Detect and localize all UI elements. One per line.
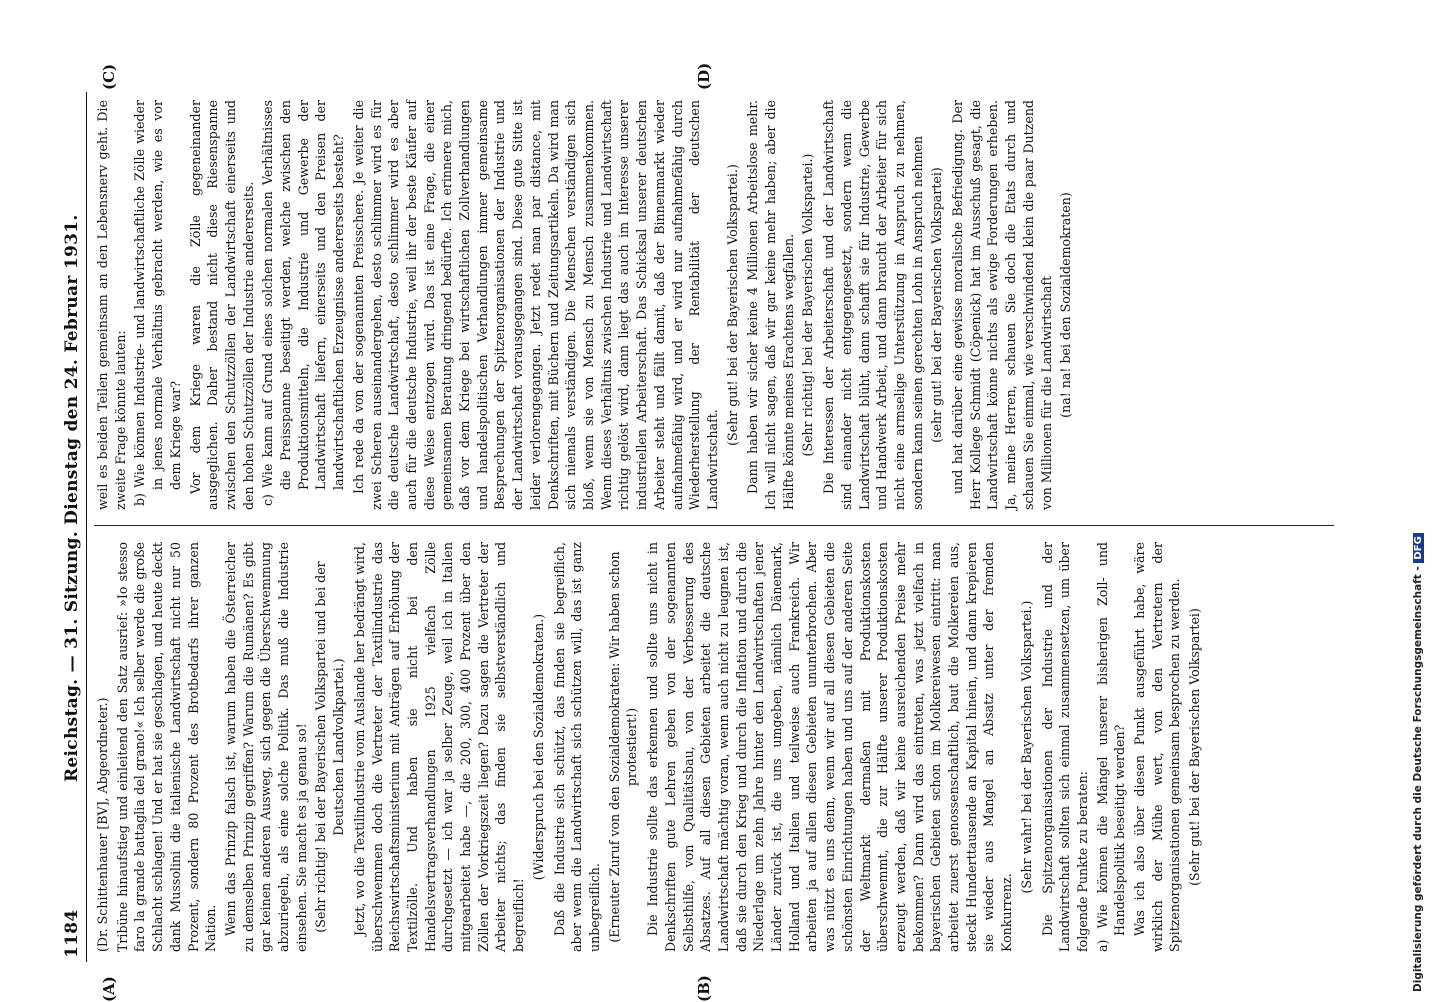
interjection: (Sehr richtig! bei der Bayerischen Volkspartei.) — [800, 153, 816, 457]
page-title: Reichstag. — 31. Sitzung. Dienstag den 24. Februar 1931. — [62, 214, 82, 782]
interjection: (Erneuter Zuruf von den Sozialdemokraten: Wir haben schon protestiert!) — [606, 551, 640, 943]
left-column — [94, 542, 1344, 952]
interjection: (sehr gut! bei der Bayerischen Volkspartei) — [929, 167, 945, 443]
paragraph: und hat darüber eine gewisse moralische Befriedigung. Der Herr Kollege Schmidt (Cöpenick) hat im Ausschuß gesagt, die Landwirtschaft könne nichts als ewige Forderungen erheben. Ja, meine Herren, schauen Sie doch die Etats durch und schauen Sie einmal, wie verschwindend klein die paar Dutzend von Millionen für die Landwirtschaft — [950, 100, 1054, 510]
interjection: (Sehr wahr! bei der Bayerischen Volkspartei.) — [1018, 600, 1034, 894]
paragraph: Die Interessen der Arbeiterschaft und der Landwirtschaft sind einander nicht entgegengesetzt, sondern wenn die Landwirtschaft blüht, dann schafft sie für Industrie, Gewerbe und Handwerk Arbeit, und dann braucht der Arbeiter für sich nicht eine armselige Unterstützung in Anspruch zu nehmen, sondern kann seinen gerechten Lohn in Anspruch nehmen — [821, 100, 925, 510]
paragraph: Vor dem Kriege waren die Zölle gegeneinander ausgeglichen. Daher bestand nicht diese Riesenspanne zwischen den Schutzzöllen der Landwirtschaft einerseits und den hohen Schutzzöllen der Industrie andererseits. — [187, 100, 256, 510]
paragraph: Tribüne hinaufstieg und einleitend den Satz ausrief: »Io stesso faro la grande battaglia del grano!« Ich selber werde die große Schlacht schlagen! Und er hat sie geschlagen, und heute deckt dank Mussolini die italienische Landwirtschaft nicht nur 50 Prozent, sondern 80 Prozent des Brotbedarfs ihrer ganzen Nation. — [114, 542, 219, 952]
paragraph: Was ich also über diesen Punkt ausgeführt habe, wäre wirklich der Mühe wert, von den Vertretern der Spitzenorganisationen gemeinsam besprochen zu werden. — [1132, 542, 1183, 952]
paragraph: weil es beiden Teilen gemeinsam an den Lebensnerv geht. Die zweite Frage könnte lauten: — [95, 100, 128, 510]
margin-mark-b: (B) — [695, 975, 713, 1002]
paragraph: (Dr. Schittenhauer [BV], Abgeordneter.) — [95, 697, 110, 952]
digitization-text: Digitalisierung gefördert durch die Deutsche Forschungsgemeinschaft - — [1412, 566, 1424, 992]
paragraph: Daß die Industrie sich schützt, das finden sie begreiflich, aber wenn die Landwirtschaft sich schützen will, das ist ganz unbegreiflich. — [551, 542, 602, 952]
list-item: a) Wie können die Mängel unserer bisherigen Zoll- und Handelspolitik beseitigt werden? — [1094, 542, 1128, 952]
list-item: c) Wie kann auf Grund eines solchen normalen Verhältnisses die Preisspanne beseitigt werden, welche zwischen den Produktionsmitteln, die Industrie und Gewerbe der Landwirtschaft liefern, einerseits und den Preisen der landwirtschaftlichen Erzeugnisse andererseits besteht? — [260, 100, 347, 506]
paragraph: Wenn das Prinzip falsch ist, warum haben die Österreicher zu demselben Prinzip gegriffen? Warum die Rumänen? Es gibt gar keinen anderen Ausweg, sich gegen die Überschwemmung abzuriegeln, als eine solche Politik. Das muß die Industrie einsehen. Sie macht es ja genau so! — [222, 542, 309, 952]
digitization-note — [1412, 12, 1424, 992]
margin-mark-a: (A) — [100, 976, 118, 1002]
interjection: (Sehr richtig! bei der Bayerischen Volkspartei und bei der Deutschen Landvolkpartei.) — [313, 561, 347, 933]
paragraph: Die Industrie sollte das erkennen und sollte uns nicht in Denkschriften gute Lehren geben von der sogenannten Selbsthilfe, von Qualitätsbau, von der Verbesserung des Absatzes. Auf all diesen Gebieten arbeitet die deutsche Landwirtschaft mächtig voran, wenn auch nicht zu leugnen ist, daß sie durch den Krieg und durch die Inflation und durch die Niederlage um zehn Jahre hinter den Landwirtschaften jener Länder zurück ist, die uns umgeben, nämlich Dänemark, Holland und Italien und teilweise auch Frankreich. Wir arbeiten ja auf allen diesen Gebieten ununterbrochen. Aber was nützt es uns denn, wenn wir auf all diesen Gebieten die schönsten Einrichtungen haben und uns auf der anderen Seite der Weltmarkt dermaßen mit Produktionskosten überschwemmt, die zur Hälfte unserer Produktionskosten erzeugt werden, daß wir keine ausreichenden Preise mehr bekommen? Dann wird das eintreten, was jetzt vielfach in bayerischen Gebieten schon im Molkereiwesen eintritt: man arbeitet zuerst genossenschaftlich, baut die Molkereien aus, steckt Hunderttausende an Kapital hinein, und dann krepieren sie wieder aus Mangel an Absatz unter der fremden Konkurrenz. — [645, 542, 1015, 952]
interjection: (Sehr gut! bei der Bayerischen Volkspartei) — [1187, 608, 1203, 886]
rotated-page — [60, 62, 1380, 1002]
right-column — [94, 100, 1344, 510]
page-header — [60, 92, 86, 962]
interjection: (Sehr gut! bei der Bayerischen Volkspartei.) — [724, 164, 740, 446]
column-divider — [94, 525, 1334, 526]
paragraph: Die Spitzenorganisationen der Industrie und der Landwirtschaft sollten sich einmal zusammensetzen, um über folgende Punkte zu beraten: — [1039, 542, 1090, 952]
paragraph: Ich rede da von der sogenannten Preisschere. Je weiter die zwei Scheren auseinandergehen, desto schlimmer wird es für die deutsche Landwirtschaft, desto schlimmer wird es aber auch für die deutsche Industrie, weil ihr der beste Käufer auf diese Weise entzogen wird. Das ist eine Frage, die einer gemeinsamen Beratung dringend bedürfte. Ich erinnere mich, daß vor dem Kriege bei wirtschaftlichen Zollverhandlungen und handelspolitischen Verhandlungen immer gemeinsame Besprechungen der Spitzenorganisationen der Industrie und der Landwirtschaft vorausgegangen sind. Diese gute Sitte ist leider verlorengegangen. Jetzt redet man par distance, mit Denkschriften, mit Büchern und Zeitungsartikeln. Da wird man sich niemals verständigen. Die Menschen verständigen sich bloß, wenn sie von Mensch zu Mensch zusammenkommen. Wenn dieses Verhältnis zwischen Industrie und Landwirtschaft richtig gelöst wird, dann liegt das auch im Interesse unserer industriellen Arbeiterschaft. Das Schicksal unserer deutschen Arbeiter steht und fällt damit, daß der Binnenmarkt wieder aufnahmefähig wird, und er wird nur aufnahmefähig durch Wiederherstellung der Rentabilität der deutschen Landwirtschaft. — [350, 100, 720, 510]
list-item: b) Wie können Industrie- und landwirtschaftliche Zölle wieder in jenes normale Verhältnis gebracht werden, wie es vor dem Kriege war? — [132, 100, 183, 506]
paragraph: Jetzt, wo die Textilindustrie vom Auslande her bedrängt wird, überschwemmen doch die Vertreter der Textilindustrie das Reichswirtschaftsministerium mit Anträgen auf Erhöhung der Textilzölle. Und haben sie nicht bei den Handelsvertragsverhandlungen 1925 vielfach Zölle durchgesetzt — ich war ja selber Zeuge, weil ich in Italien mitgearbeitet habe —, die 200, 300, 400 Prozent über den Zöllen der Vorkriegszeit liegen? Dazu sagen die Vertreter der Arbeiter nichts; das finden sie selbstverständlich und begreiflich! — [351, 542, 527, 952]
header-rule — [86, 92, 87, 962]
margin-mark-c: (C) — [100, 63, 118, 90]
interjection: (Widerspruch bei den Sozialdemokraten.) — [530, 613, 546, 881]
interjection: (na! na! bei den Sozialdemokraten) — [1058, 192, 1074, 418]
page-number: 1184 — [62, 909, 82, 958]
margin-mark-d: (D) — [695, 62, 713, 90]
dfg-logo: DFG — [1413, 533, 1424, 562]
paragraph: Dann haben wir sicher keine 4 Millionen Arbeitslose mehr. Ich will nicht sagen, daß wir gar keine mehr haben; aber die Hälfte könnte meines Erachtens wegfallen. — [745, 100, 796, 510]
